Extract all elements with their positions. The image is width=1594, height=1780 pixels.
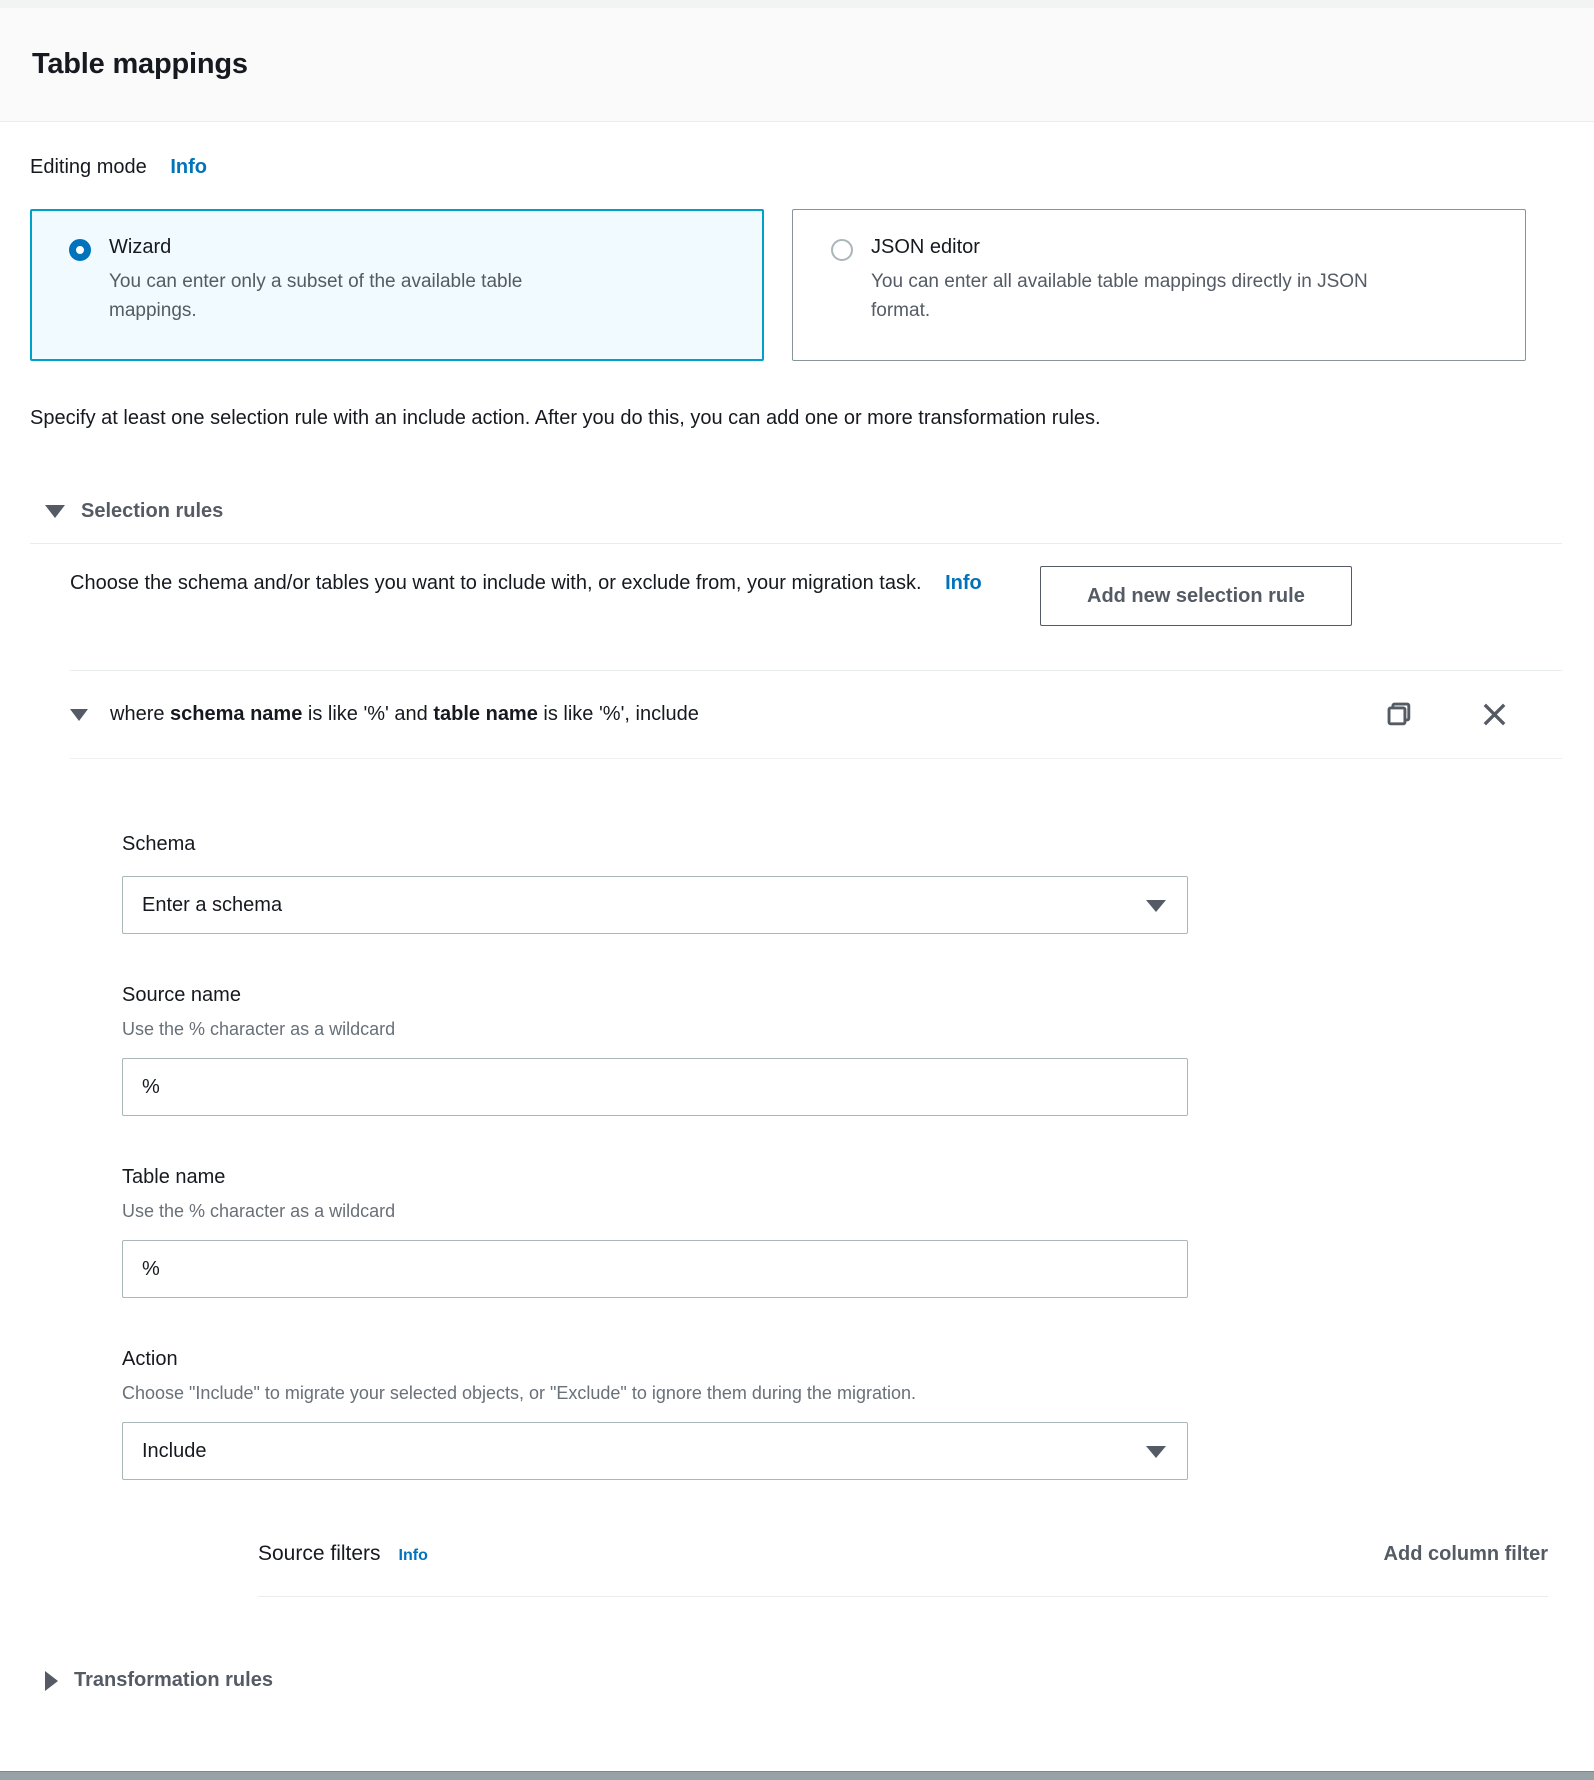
divider: [258, 1596, 1548, 1597]
add-new-selection-rule-button[interactable]: Add new selection rule: [1040, 566, 1352, 626]
selection-rules-description-text: Choose the schema and/or tables you want to include with, or exclude from, your migration task.: [70, 572, 922, 594]
rule-summary-part: is like '%', include: [537, 703, 699, 725]
copy-icon[interactable]: [1384, 699, 1415, 730]
selection-rules-header[interactable]: [45, 500, 1562, 523]
source-name-label: Source name: [122, 984, 241, 1006]
source-name-field-group: [122, 984, 1188, 1116]
tile-wizard[interactable]: [30, 209, 764, 361]
editing-mode-label-row: [30, 156, 1562, 179]
selection-rules-title: Selection rules: [81, 500, 224, 522]
rule-summary-part: is like '%' and: [302, 703, 434, 725]
add-column-filter-button[interactable]: Add column filter: [1383, 1543, 1548, 1565]
source-name-constraint: Use the % character as a wildcard: [122, 1019, 396, 1039]
divider: [30, 543, 1562, 544]
transformation-rules-header[interactable]: [45, 1669, 1562, 1692]
rule-summary-schema-field: schema name: [170, 703, 303, 725]
tile-json-editor[interactable]: [792, 209, 1526, 361]
next-section-edge: [0, 1771, 1594, 1780]
selection-rule-body: [30, 759, 1562, 1597]
tile-json-editor-description: You can enter all available table mappings directly in JSON format.: [871, 271, 1368, 322]
action-label: Action: [122, 1348, 178, 1370]
source-filters-info-link[interactable]: Info: [398, 1547, 428, 1564]
rule-actions: [1384, 699, 1562, 730]
source-filters-section: [258, 1542, 1548, 1597]
action-constraint: Choose "Include" to migrate your selected objects, or "Exclude" to ignore them during the migration.: [122, 1383, 916, 1403]
source-filters-title: Source filters: [258, 1542, 381, 1565]
schema-label: Schema: [122, 833, 196, 855]
radio-json-editor-unselected[interactable]: [831, 239, 853, 261]
action-field-group: [122, 1348, 1188, 1480]
source-name-input[interactable]: [122, 1058, 1188, 1116]
selection-rules-description: [70, 566, 1010, 601]
table-name-input[interactable]: [122, 1240, 1188, 1298]
schema-select-value: Enter a schema: [142, 893, 283, 916]
source-filters-row: [258, 1542, 1548, 1566]
editing-mode-tiles: [30, 209, 1526, 361]
caret-right-icon: [45, 1671, 58, 1691]
panel-content: [0, 122, 1594, 1771]
page-background-strip: [0, 0, 1594, 8]
radio-wizard-selected[interactable]: [69, 239, 91, 261]
table-name-constraint: Use the % character as a wildcard: [122, 1201, 396, 1221]
tile-json-editor-title: JSON editor: [871, 236, 980, 258]
panel-header: [0, 8, 1594, 122]
intro-text: Specify at least one selection rule with an include action. After you do this, you can add one or more transformation rules.: [30, 407, 1101, 429]
action-select-value: Include: [142, 1439, 207, 1462]
tile-wizard-title: Wizard: [109, 236, 172, 258]
tile-wizard-description: You can enter only a subset of the available table mappings.: [109, 271, 523, 322]
close-icon[interactable]: [1479, 699, 1510, 730]
page-title: Table mappings: [32, 48, 248, 80]
table-name-label: Table name: [122, 1166, 226, 1188]
caret-down-icon: [45, 505, 65, 518]
schema-select[interactable]: [122, 876, 1188, 934]
selection-rules-info-link[interactable]: Info: [945, 572, 982, 594]
rule-summary-table-field: table name: [433, 703, 538, 725]
transformation-rules-title: Transformation rules: [74, 1669, 273, 1691]
tile-wizard-text: [109, 236, 589, 326]
rule-summary-part: where: [110, 703, 171, 725]
action-select[interactable]: [122, 1422, 1188, 1480]
rule-summary: [110, 703, 699, 726]
editing-mode-label: Editing mode: [30, 156, 147, 178]
tile-json-editor-text: [871, 236, 1401, 326]
selection-rules-toolbar: [30, 566, 1562, 626]
schema-field-group: [122, 833, 1188, 934]
rule-caret-down-icon[interactable]: [70, 709, 88, 721]
selection-rule-header: [70, 671, 1562, 759]
table-name-field-group: [122, 1166, 1188, 1298]
editing-mode-info-link[interactable]: Info: [170, 156, 207, 178]
